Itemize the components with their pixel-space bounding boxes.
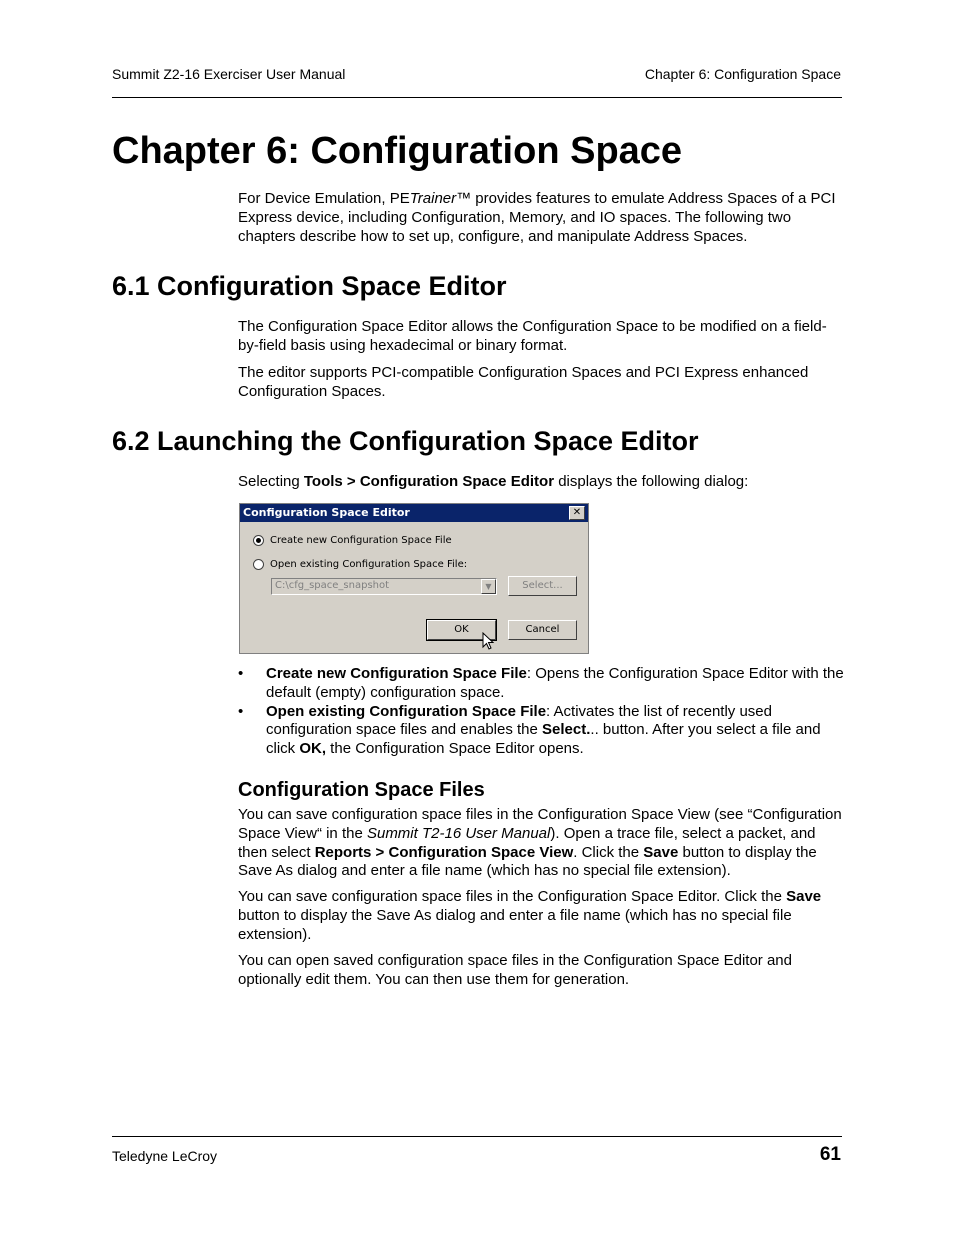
header-chapter-title: Chapter 6: Configuration Space xyxy=(644,66,841,82)
bullet-marker: • xyxy=(238,665,244,682)
files-p1-text-c: . Click the xyxy=(573,843,644,861)
mouse-cursor-icon xyxy=(482,632,496,652)
intro-text-prefix: For Device Emulation, PE xyxy=(238,190,410,207)
files-p1-text-d: button to display the Save As dialog and enter a file name (which has no special file extension). xyxy=(238,843,817,880)
chevron-down-icon[interactable]: ▼ xyxy=(481,579,496,594)
radio-create-new-label: Create new Configuration Space File xyxy=(270,535,452,546)
cancel-button[interactable]: Cancel xyxy=(508,620,577,640)
list-item xyxy=(238,703,844,759)
files-para-3: You can open saved configuration space files in the Configuration Space Editor and optionally edit them. You can then use them for generation. xyxy=(238,952,792,988)
bullet-2-select: Select. xyxy=(542,721,591,739)
section-6-1-para-2: The editor supports PCI-compatible Configuration Spaces and PCI Express enhanced Configuration Spaces. xyxy=(238,364,809,400)
intro-displays: displays the following dialog: xyxy=(554,473,749,490)
page-number: 61 xyxy=(819,1144,841,1165)
dialog-title-bar xyxy=(240,504,588,522)
radio-create-new[interactable] xyxy=(253,535,452,546)
files-para-1 xyxy=(238,806,844,881)
section-6-1-heading: 6.1 Configuration Space Editor xyxy=(112,271,507,301)
menu-path-bold: Tools > Configuration Space Editor xyxy=(303,473,555,490)
dialog-title: Configuration Space Editor xyxy=(243,506,410,519)
intro-text-suffix: ™ provides features to emulate Address Spaces of a PCI Express device, including Configuration, Memory, and IO spaces. The following two chapters describe how to set up, configure, and manipulate Address Spaces. xyxy=(238,190,836,245)
bullet-2-ok: OK, xyxy=(299,740,327,758)
radio-open-existing-label: Open existing Configuration Space File: xyxy=(270,559,468,570)
radio-selected-icon[interactable] xyxy=(253,535,264,546)
recent-files-combo[interactable] xyxy=(271,578,497,595)
files-p2-save-bold: Save xyxy=(786,888,822,905)
intro-selecting: Selecting xyxy=(238,473,304,490)
close-icon[interactable]: ✕ xyxy=(569,506,585,520)
files-p1-save-bold: Save xyxy=(643,843,679,861)
bullet-1-text: : Opens the Configuration Space Editor with the default (empty) configuration space. xyxy=(266,665,844,701)
list-item xyxy=(238,665,844,703)
select-button[interactable]: Select... xyxy=(508,576,577,596)
files-p2-text-a: You can save configuration space files in the Configuration Space Editor. Click the xyxy=(238,888,787,905)
footer-rule xyxy=(112,1136,842,1137)
files-p1-text-a: You can save configuration space files in the Configuration Space View (see “Configuration Space View“ in the xyxy=(238,806,842,842)
section-6-2-heading: 6.2 Launching the Configuration Space Editor xyxy=(112,426,699,456)
intro-paragraph xyxy=(238,190,844,246)
section-6-1-para-1: The Configuration Space Editor allows the Configuration Space to be modified on a field-by-field basis using hexadecimal or binary format. xyxy=(238,318,827,354)
config-space-editor-dialog xyxy=(239,503,589,654)
files-p1-text-b: ). Open a trace file, select a packet, and then select xyxy=(238,824,816,861)
bullet-marker: • xyxy=(238,702,244,720)
bullet-2-term: Open existing Configuration Space File xyxy=(266,702,547,720)
bullet-2-text-3: the Configuration Space Editor opens. xyxy=(326,740,584,758)
intro-trainer-italic: Trainer xyxy=(409,190,457,207)
radio-unselected-icon[interactable] xyxy=(253,559,264,570)
section-6-2-intro xyxy=(238,473,844,492)
bullet-1-term: Create new Configuration Space File xyxy=(266,665,527,682)
header-manual-title: Summit Z2-16 Exerciser User Manual xyxy=(112,66,346,82)
combo-value: C:\cfg_space_snapshot xyxy=(275,580,390,591)
bullet-2-text-1: : Activates the list of recently used configuration space files and enables the xyxy=(266,702,772,739)
chapter-title: Chapter 6: Configuration Space xyxy=(112,130,683,172)
files-p1-manual-italic: Summit T2-16 User Manual xyxy=(366,824,551,842)
files-p2-text-b: button to display the Save As dialog and enter a file name (which has no special file extension). xyxy=(238,906,792,943)
files-p1-menu-bold: Reports > Configuration Space View xyxy=(314,843,574,861)
ok-button[interactable]: OK xyxy=(427,620,496,640)
header-rule xyxy=(112,97,842,98)
files-para-2 xyxy=(238,888,844,944)
files-section-heading: Configuration Space Files xyxy=(238,779,485,801)
footer-company: Teledyne LeCroy xyxy=(112,1148,218,1164)
bullet-2-text-2: .. button. After you select a file and click xyxy=(266,721,821,758)
dialog-options-list xyxy=(238,665,844,759)
radio-open-existing[interactable] xyxy=(253,559,467,570)
